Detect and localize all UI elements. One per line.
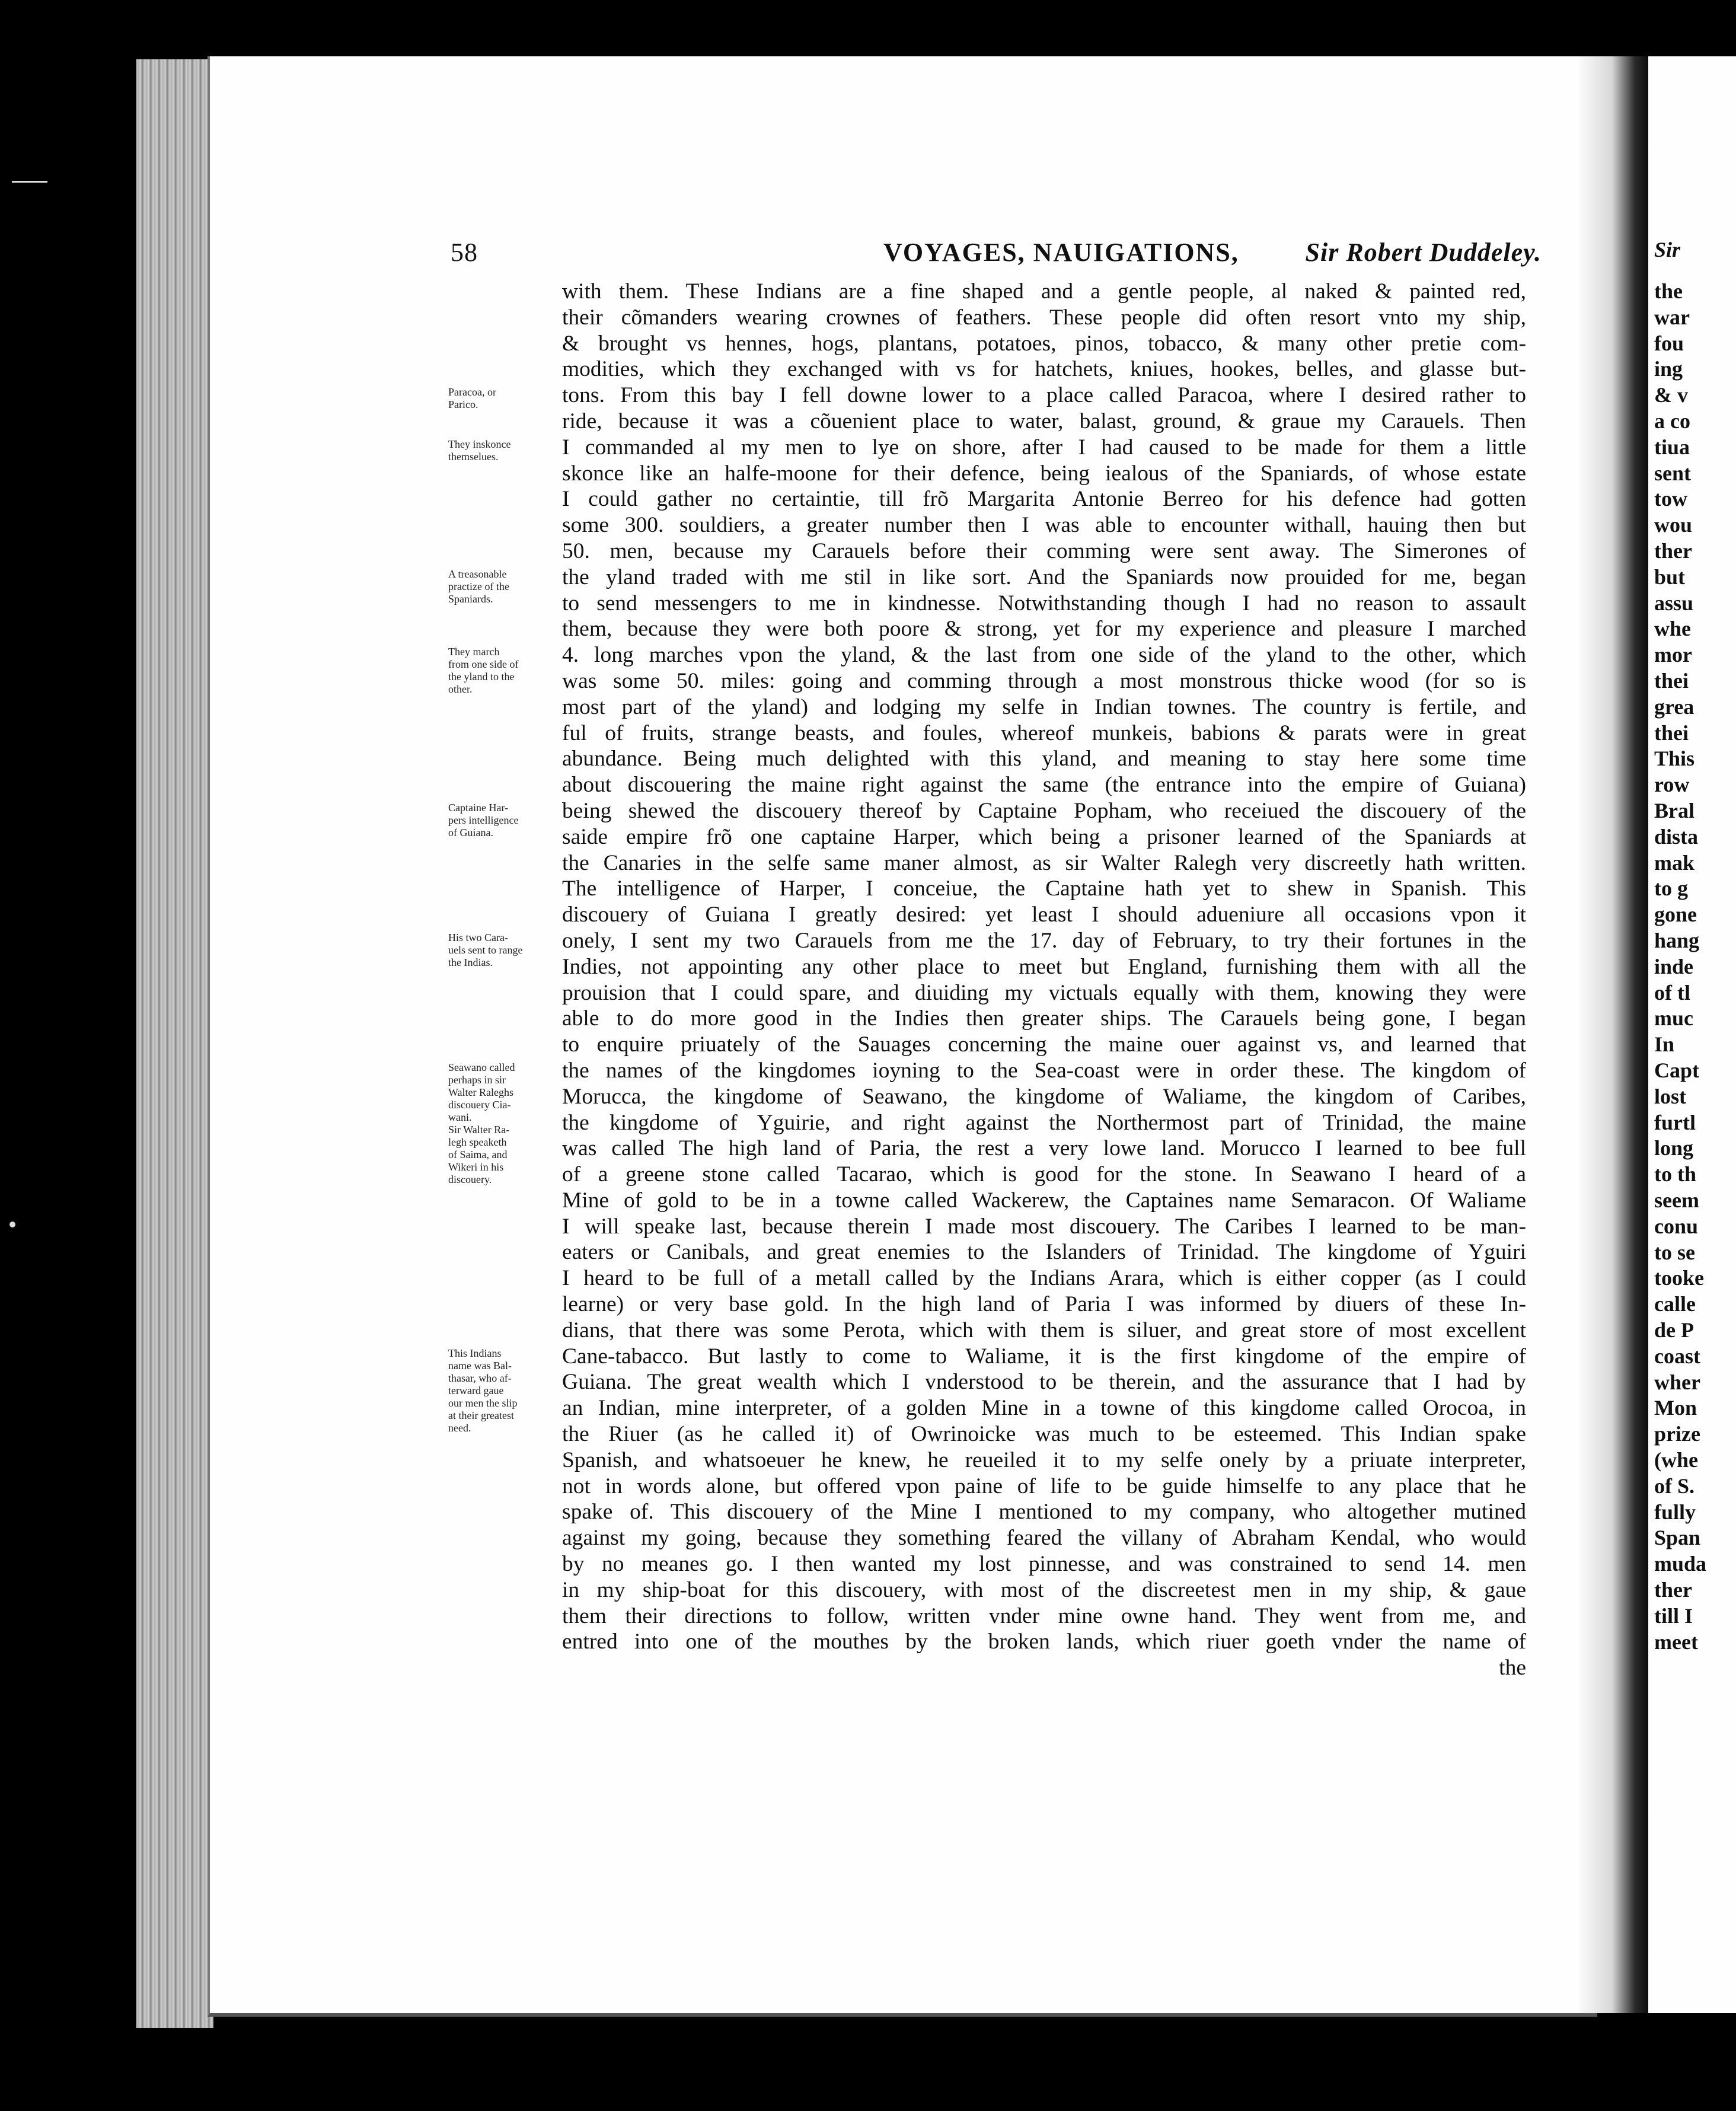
text-line: against my going, because they something feared the villany of Abraham Kendal, who would	[562, 1526, 1526, 1551]
text-line: was called The high land of Paria, the rest a very lowe land. Morucco I learned to bee full	[562, 1136, 1526, 1161]
text-line: the Riuer (as he called it) of Owrinoicke was much to be esteemed. This Indian spake	[562, 1422, 1526, 1447]
margin-note-line: discouery.	[448, 1174, 492, 1185]
margin-note-line: Parico.	[448, 398, 478, 411]
facing-page	[1648, 56, 1736, 2013]
text-line: I could gather no certaintie, till frõ Margarita Antonie Berreo for his defence had gotten	[562, 487, 1526, 512]
facing-page-line: prize	[1654, 1422, 1700, 1446]
margin-note-line: A treasonable	[448, 567, 507, 580]
margin-note-line: They march	[448, 646, 500, 658]
margin-note-line: other.	[448, 683, 473, 696]
dust-speck	[12, 181, 47, 183]
facing-page-line: meet	[1654, 1630, 1698, 1654]
facing-page-header: Sir	[1654, 238, 1681, 262]
facing-page-line: a co	[1654, 409, 1690, 433]
text-line: to send messengers to me in kindnesse. Notwithstanding though I had no reason to assault	[562, 591, 1526, 616]
margin-note	[448, 1347, 561, 1434]
facing-page-line: seem	[1654, 1188, 1699, 1212]
text-line: spake of. This discouery of the Mine I mentioned to my company, who altogether mutined	[562, 1500, 1526, 1525]
margin-note-line: Paracoa, or	[448, 386, 496, 398]
facing-page-line: Capt	[1654, 1058, 1700, 1082]
facing-page-line: war	[1654, 305, 1690, 329]
margin-note-line: terward gaue	[448, 1384, 504, 1396]
margin-note-line: need.	[448, 1421, 471, 1434]
margin-note-line: Sir Walter Ra-	[448, 1124, 510, 1136]
text-line: learne) or very base gold. In the high land of Paria I was informed by diuers of these In-	[562, 1292, 1526, 1317]
facing-page-line: lost	[1654, 1084, 1686, 1108]
margin-note-line: They inskonce	[448, 438, 511, 450]
facing-page-line: to th	[1654, 1162, 1696, 1187]
margin-note-line: perhaps in sir	[448, 1074, 506, 1086]
margin-note-line: the yland to the	[448, 671, 515, 683]
facing-page-line: to g	[1654, 876, 1688, 901]
facing-page-line: coast	[1654, 1344, 1700, 1368]
facing-page-line: tiua	[1654, 435, 1690, 459]
margin-note-line: thasar, who af-	[448, 1372, 512, 1384]
margin-note-line: Wikeri in his	[448, 1161, 504, 1173]
text-line: Indies, not appointing any other place to meet but England, furnishing them with all the	[562, 954, 1526, 979]
facing-page-line: inde	[1654, 954, 1694, 978]
body-text	[562, 279, 1526, 1986]
facing-page-line: dista	[1654, 824, 1699, 849]
book-edge-pages	[136, 59, 213, 2028]
text-line: I heard to be full of a metall called by the Indians Arara, which is either copper (as I could	[562, 1266, 1526, 1291]
margin-note	[448, 932, 561, 969]
facing-page-line: calle	[1654, 1292, 1696, 1316]
text-line: skonce like an halfe-moone for their defence, being iealous of the Spaniards, of whose estate	[562, 461, 1526, 486]
text-line: entred into one of the mouthes by the broken lands, which riuer goeth vnder the name of	[562, 1630, 1526, 1654]
margin-note-line: uels sent to range	[448, 944, 523, 956]
facing-page-line: wou	[1654, 513, 1693, 537]
margin-note-line: legh speaketh	[448, 1136, 507, 1148]
margin-note-line: Captaine Har-	[448, 802, 509, 814]
facing-page-line: muc	[1654, 1006, 1693, 1031]
text-line: tons. From this bay I fell downe lower to a place called Paracoa, where I desired rather to	[562, 383, 1526, 408]
facing-page-line: gone	[1654, 903, 1697, 927]
margin-note-line: the Indias.	[448, 956, 493, 968]
margin-note-line: Walter Raleghs	[448, 1086, 514, 1098]
facing-page-line: de P	[1654, 1318, 1694, 1342]
text-line: their cõmanders wearing crownes of feathers. These people did often resort vnto my ship,	[562, 305, 1526, 330]
facing-page-line: Bral	[1654, 799, 1694, 822]
text-line: of a greene stone called Tacarao, which is good for the stone. In Seawano I heard of a	[562, 1162, 1526, 1187]
running-title: VOYAGES, NAUIGATIONS,	[883, 238, 1239, 267]
text-line: Mine of gold to be in a towne called Wackerew, the Captaines name Semaracon. Of Waliame	[562, 1188, 1526, 1213]
margin-note-line: pers intelligence	[448, 814, 519, 826]
facing-page-line: Mon	[1654, 1396, 1697, 1420]
facing-page-line: furtl	[1654, 1110, 1696, 1134]
facing-page-line: fully	[1654, 1500, 1696, 1524]
text-line: the names of the kingdomes ioyning to the Sea-coast were in order these. The kingdom of	[562, 1058, 1526, 1083]
text-line: 50. men, because my Carauels before their comming were sent away. The Simerones of	[562, 538, 1526, 563]
text-line: ful of fruits, strange beasts, and foules, whereof munkeis, babions & parats were in great	[562, 720, 1526, 745]
text-line: Morucca, the kingdome of Seawano, the kingdome of Waliame, the kingdom of Caribes,	[562, 1084, 1526, 1109]
text-line: I will speake last, because therein I made most discouery. The Caribes I learned to be man-	[562, 1214, 1526, 1239]
margin-note-line: wani.	[448, 1111, 472, 1123]
text-line: an Indian, mine interpreter, of a golden Mine in a towne of this kingdome called Orocoa, in	[562, 1396, 1526, 1421]
facing-page-line: to se	[1654, 1240, 1695, 1264]
facing-page-line: sent	[1654, 461, 1691, 485]
text-line: onely, I sent my two Carauels from me the 17. day of February, to try their fortunes in the	[562, 928, 1526, 953]
text-line: Guiana. The great wealth which I vnderstood to be therein, and the assurance that I had by	[562, 1370, 1526, 1395]
margin-note-line: practize of the	[448, 580, 509, 592]
margin-note-line: at their greatest	[448, 1409, 514, 1421]
text-line: & brought vs hennes, hogs, plantans, potatoes, pinos, tobacco, & many other pretie com-	[562, 331, 1526, 356]
facing-page-line: (whe	[1654, 1448, 1698, 1472]
text-line: abundance. Being much delighted with this yland, and meaning to stay here some time	[562, 747, 1526, 771]
text-line: by no meanes go. I then wanted my lost pinnesse, and was constrained to send 14. men	[562, 1552, 1526, 1577]
margin-note	[448, 802, 561, 839]
text-line: about discouering the maine right against the same (the entrance into the empire of Guiana)	[562, 773, 1526, 798]
facing-page-line: till I	[1654, 1603, 1693, 1628]
facing-page-line: tooke	[1654, 1266, 1704, 1290]
text-line: was some 50. miles: going and comming through a most monstrous thicke wood (for so is	[562, 668, 1526, 693]
margin-note-line: Spaniards.	[448, 592, 493, 605]
facing-page-line: This	[1654, 747, 1695, 771]
text-line: being shewed the discouery thereof by Captaine Popham, who receiued the discouery of the	[562, 798, 1526, 823]
text-line: them, because they were both poore & strong, yet for my experience and pleasure I marched	[562, 617, 1526, 642]
text-line: I commanded al my men to lye on shore, after I had caused to be made for them a little	[562, 435, 1526, 460]
margin-note	[448, 438, 561, 463]
text-line: prouision that I could spare, and diuiding my victuals equally with them, knowing they were	[562, 980, 1526, 1005]
margin-note	[448, 568, 561, 605]
facing-page-line: whe	[1654, 617, 1691, 641]
text-line: the yland traded with me stil in like sort. And the Spaniards now prouided for me, began	[562, 565, 1526, 589]
facing-page-line: ther	[1654, 1578, 1692, 1602]
margin-note-line: Seawano called	[448, 1061, 515, 1073]
margin-note-line: of Guiana.	[448, 827, 493, 838]
facing-page-line: mak	[1654, 850, 1695, 875]
margin-note-line: from one side of	[448, 658, 519, 671]
margin-note-line: our men the slip	[448, 1396, 518, 1409]
text-line: discouery of Guiana I greatly desired: yet least I should adueniure all occasions vpon it	[562, 903, 1526, 927]
facing-page-line: ther	[1654, 539, 1692, 563]
facing-page-line: Span	[1654, 1526, 1701, 1550]
facing-page-line: of S.	[1654, 1474, 1695, 1498]
facing-page-line: conu	[1654, 1214, 1699, 1238]
facing-page-line: thei	[1654, 669, 1689, 693]
facing-page-line: of tl	[1654, 980, 1690, 1005]
margin-note	[448, 1061, 561, 1186]
text-line: The intelligence of Harper, I conceiue, the Captaine hath yet to shew in Spanish. This	[562, 876, 1526, 901]
text-line: able to do more good in the Indies then greater ships. The Carauels being gone, I began	[562, 1006, 1526, 1031]
text-line: them their directions to follow, written vnder mine owne hand. They went from me, and	[562, 1603, 1526, 1628]
text-line: modities, which they exchanged with vs for hatchets, kniues, hookes, belles, and glasse but-	[562, 357, 1526, 382]
text-line: Cane-tabacco. But lastly to come to Waliame, it is the first kingdome of the empire of	[562, 1344, 1526, 1369]
margin-note-line: His two Cara-	[448, 932, 508, 943]
facing-page-line: long	[1654, 1136, 1694, 1160]
running-author: Sir Robert Duddeley.	[1305, 238, 1542, 267]
facing-page-line: In	[1654, 1032, 1675, 1057]
text-line: saide empire frõ one captaine Harper, which being a prisoner learned of the Spaniards at	[562, 824, 1526, 849]
facing-page-line: & v	[1654, 383, 1688, 407]
facing-page-line: ing	[1654, 357, 1683, 381]
facing-page-line: thei	[1654, 720, 1689, 745]
margin-note	[448, 386, 561, 411]
text-line: dians, that there was some Perota, which with them is siluer, and great store of most excellent	[562, 1318, 1526, 1343]
text-line: some 300. souldiers, a greater number then I was able to encounter withall, hauing then but	[562, 513, 1526, 538]
facing-page-line: the	[1654, 279, 1683, 303]
page-number: 58	[451, 238, 478, 267]
facing-page-line: fou	[1654, 331, 1684, 355]
margin-note-line: This Indians	[448, 1347, 502, 1359]
facing-page-line: tow	[1654, 487, 1687, 511]
running-head	[451, 237, 1542, 273]
text-line: 4. long marches vpon the yland, & the last from one side of the yland to the other, which	[562, 643, 1526, 668]
facing-page-line: assu	[1654, 591, 1694, 615]
margin-note-line: themselues.	[448, 450, 499, 463]
margin-note-line: of Saima, and	[448, 1149, 508, 1160]
margin-note-line: name was Bal-	[448, 1359, 512, 1372]
margin-note-line: discouery Cia-	[448, 1099, 511, 1111]
text-line: in my ship-boat for this discouery, with most of the discreetest men in my ship, & gaue	[562, 1577, 1526, 1602]
facing-page-line: muda	[1654, 1552, 1707, 1576]
text-line: the Canaries in the selfe same maner almost, as sir Walter Ralegh very discreetly hath written.	[562, 850, 1526, 875]
dust-speck	[9, 1222, 15, 1227]
text-line: eaters or Canibals, and great enemies to the Islanders of Trinidad. The kingdome of Yguiri	[562, 1240, 1526, 1265]
text-line: with them. These Indians are a fine shaped and a gentle people, al naked & painted red,	[562, 279, 1526, 304]
text-line: ride, because it was a cõuenient place to water, balast, ground, & graue my Carauels. Then	[562, 409, 1526, 433]
text-line: not in words alone, but offered vpon paine of life to be guide himselfe to any place that he	[562, 1474, 1526, 1498]
facing-page-line: grea	[1654, 694, 1694, 719]
catchword: the	[1499, 1656, 1526, 1680]
text-line: the kingdome of Yguirie, and right against the Northermost part of Trinidad, the maine	[562, 1110, 1526, 1135]
text-line: Spanish, and whatsoeuer he knew, he reueiled it to my selfe onely by a priuate interpreter,	[562, 1447, 1526, 1472]
facing-page-line: wher	[1654, 1370, 1700, 1394]
margin-note	[448, 646, 561, 696]
facing-page-line: hang	[1654, 929, 1700, 952]
facing-page-line: but	[1654, 565, 1686, 589]
facing-page-line: row	[1654, 773, 1690, 797]
facing-page-line: mor	[1654, 643, 1692, 667]
gutter-shadow	[1577, 56, 1654, 2013]
text-line: most part of the yland) and lodging my selfe in Indian townes. The country is fertile, and	[562, 694, 1526, 719]
text-line: to enquire priuately of the Sauages concerning the maine ouer against vs, and learned that	[562, 1032, 1526, 1057]
